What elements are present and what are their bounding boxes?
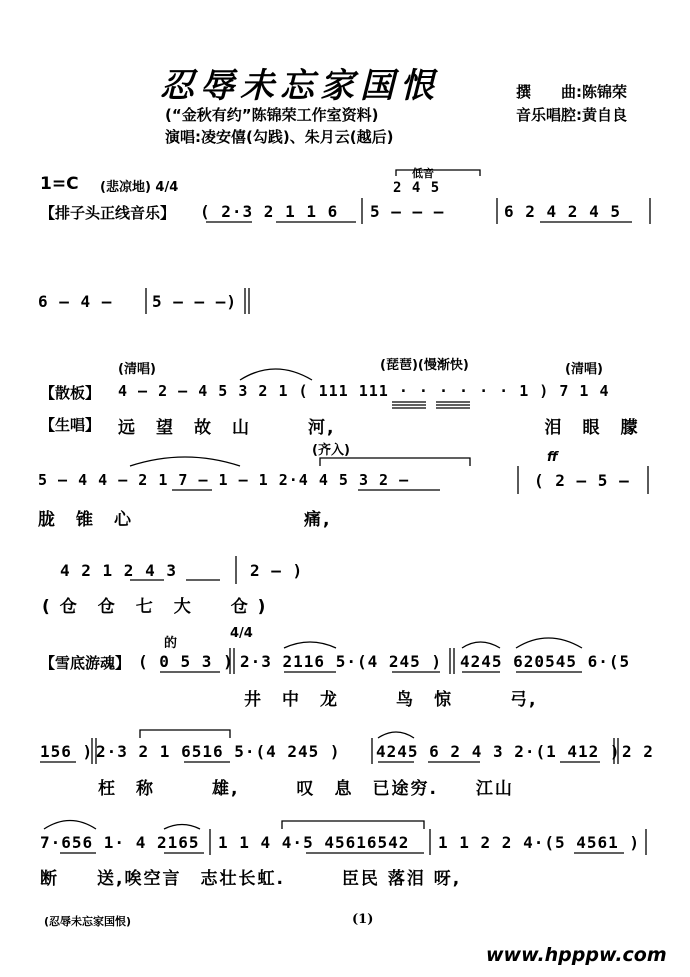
annotation-meter: 4/4 bbox=[230, 626, 253, 641]
bracket bbox=[282, 821, 424, 829]
row6-tag: 【雪底游魂】 bbox=[40, 654, 131, 672]
row4-bar2: ( 2 – 5 – bbox=[534, 471, 630, 490]
annotation-pipa: (琵琶)(慢渐快) bbox=[380, 358, 469, 373]
website-watermark: www.hpppw.com bbox=[486, 944, 667, 966]
slur bbox=[516, 638, 582, 648]
slur bbox=[44, 821, 96, 830]
page-number: (1) bbox=[352, 912, 374, 927]
footer-label: (忍辱未忘家国恨) bbox=[44, 915, 132, 928]
row5-lyric: ( 仓 仓 七 大 仓 ) bbox=[42, 597, 268, 617]
key-signature: 1=C bbox=[40, 174, 79, 194]
annotation-de: 的 bbox=[164, 636, 178, 651]
row6-bar3: 4245 620545 6·(5 bbox=[460, 652, 631, 671]
row6-bar1: ( 0 5 3 ) bbox=[138, 652, 234, 671]
row2-bar2: 5 – – –) bbox=[152, 292, 238, 311]
row7-bar0: 156 ) bbox=[40, 742, 94, 761]
row6-lyric: 井 中 龙 鸟 惊 弓, bbox=[244, 690, 538, 710]
low-note-bracket bbox=[396, 170, 480, 176]
credit-arranger: 音乐唱腔:黄自良 bbox=[516, 106, 627, 124]
row7-bar1: 2·3 2 1 6516 5·(4 245 ) bbox=[96, 742, 341, 761]
subtitle-source: (“金秋有约”陈锦荣工作室资料) bbox=[165, 106, 379, 124]
row5-notes: 4 2 1 2 4 3 bbox=[60, 561, 177, 580]
row1-bar3: 6 2 4 2 4 5 bbox=[504, 202, 621, 221]
slur bbox=[164, 825, 200, 830]
row3-tag: 【散板】 bbox=[40, 384, 101, 402]
slur bbox=[240, 369, 312, 380]
bracket bbox=[320, 458, 470, 466]
slur bbox=[130, 457, 240, 466]
score-title: 忍辱未忘家国恨 bbox=[160, 66, 440, 106]
row8-bar1: 7·656 1· 4 2165 bbox=[40, 833, 200, 852]
slur bbox=[284, 642, 336, 648]
slur bbox=[378, 732, 414, 738]
row1-bar2: 5 – – – bbox=[370, 202, 445, 221]
row4-notes: 5 – 4 4 – 2 1 7 – 1 – 1 2·4 4 5 3 2 – bbox=[38, 471, 410, 489]
row7-bar2: 4245 6 2 4 3 2·(1 412 ) bbox=[376, 742, 621, 761]
annotation-qingchang-1: (清唱) bbox=[118, 362, 156, 377]
row8-lyric: 断 送,唉空言 志壮长虹. 臣民 落泪 呀, bbox=[40, 869, 462, 889]
dynamic-ff: ff bbox=[547, 450, 558, 465]
subtitle-performers: 演唱:凌安僖(勾践)、朱月云(越后) bbox=[165, 128, 394, 146]
row1-bar1: ( 2·3 2 1 1 6 bbox=[200, 202, 339, 221]
mode-meter: (悲凉地) 4/4 bbox=[100, 180, 179, 195]
row8-bar3: 1 1 2 2 4·(5 4561 ) bbox=[438, 833, 641, 852]
row3-lyric: 远 望 故 山 河, 泪 眼 朦 bbox=[118, 418, 640, 438]
row8-bar2: 1 1 4 4·5 45616542 bbox=[218, 833, 410, 852]
row3-lyric-tag: 【生唱】 bbox=[40, 416, 101, 434]
credit-composer: 撰 曲:陈锦荣 bbox=[516, 83, 627, 101]
row1-tag: 【排子头正线音乐】 bbox=[40, 204, 176, 222]
row3-notes: 4 – 2 – 4 5 3 2 1 ( 111 111 · · · · · · 1 ) 7 1 4 bbox=[118, 382, 610, 400]
row7-bar3: 2 2 bbox=[622, 742, 654, 761]
annotation-qiru: (齐入) bbox=[312, 443, 350, 458]
row5-end: 2 – ) bbox=[250, 561, 304, 580]
slur bbox=[462, 642, 500, 648]
annotation-qingchang-2: (清唱) bbox=[565, 362, 603, 377]
row7-lyric: 枉 称 雄, 叹 息 已途穷. 江山 bbox=[98, 779, 514, 799]
bracket bbox=[140, 730, 230, 738]
row4-lyric: 胧 锥 心 痛, bbox=[38, 510, 332, 530]
low-note-label: 低音 bbox=[412, 167, 434, 180]
row2-bar1: 6 – 4 – bbox=[38, 292, 113, 311]
tuplet-notes: 2 4 5 bbox=[393, 180, 441, 196]
row6-bar2: 2·3 2116 5·(4 245 ) bbox=[240, 652, 443, 671]
